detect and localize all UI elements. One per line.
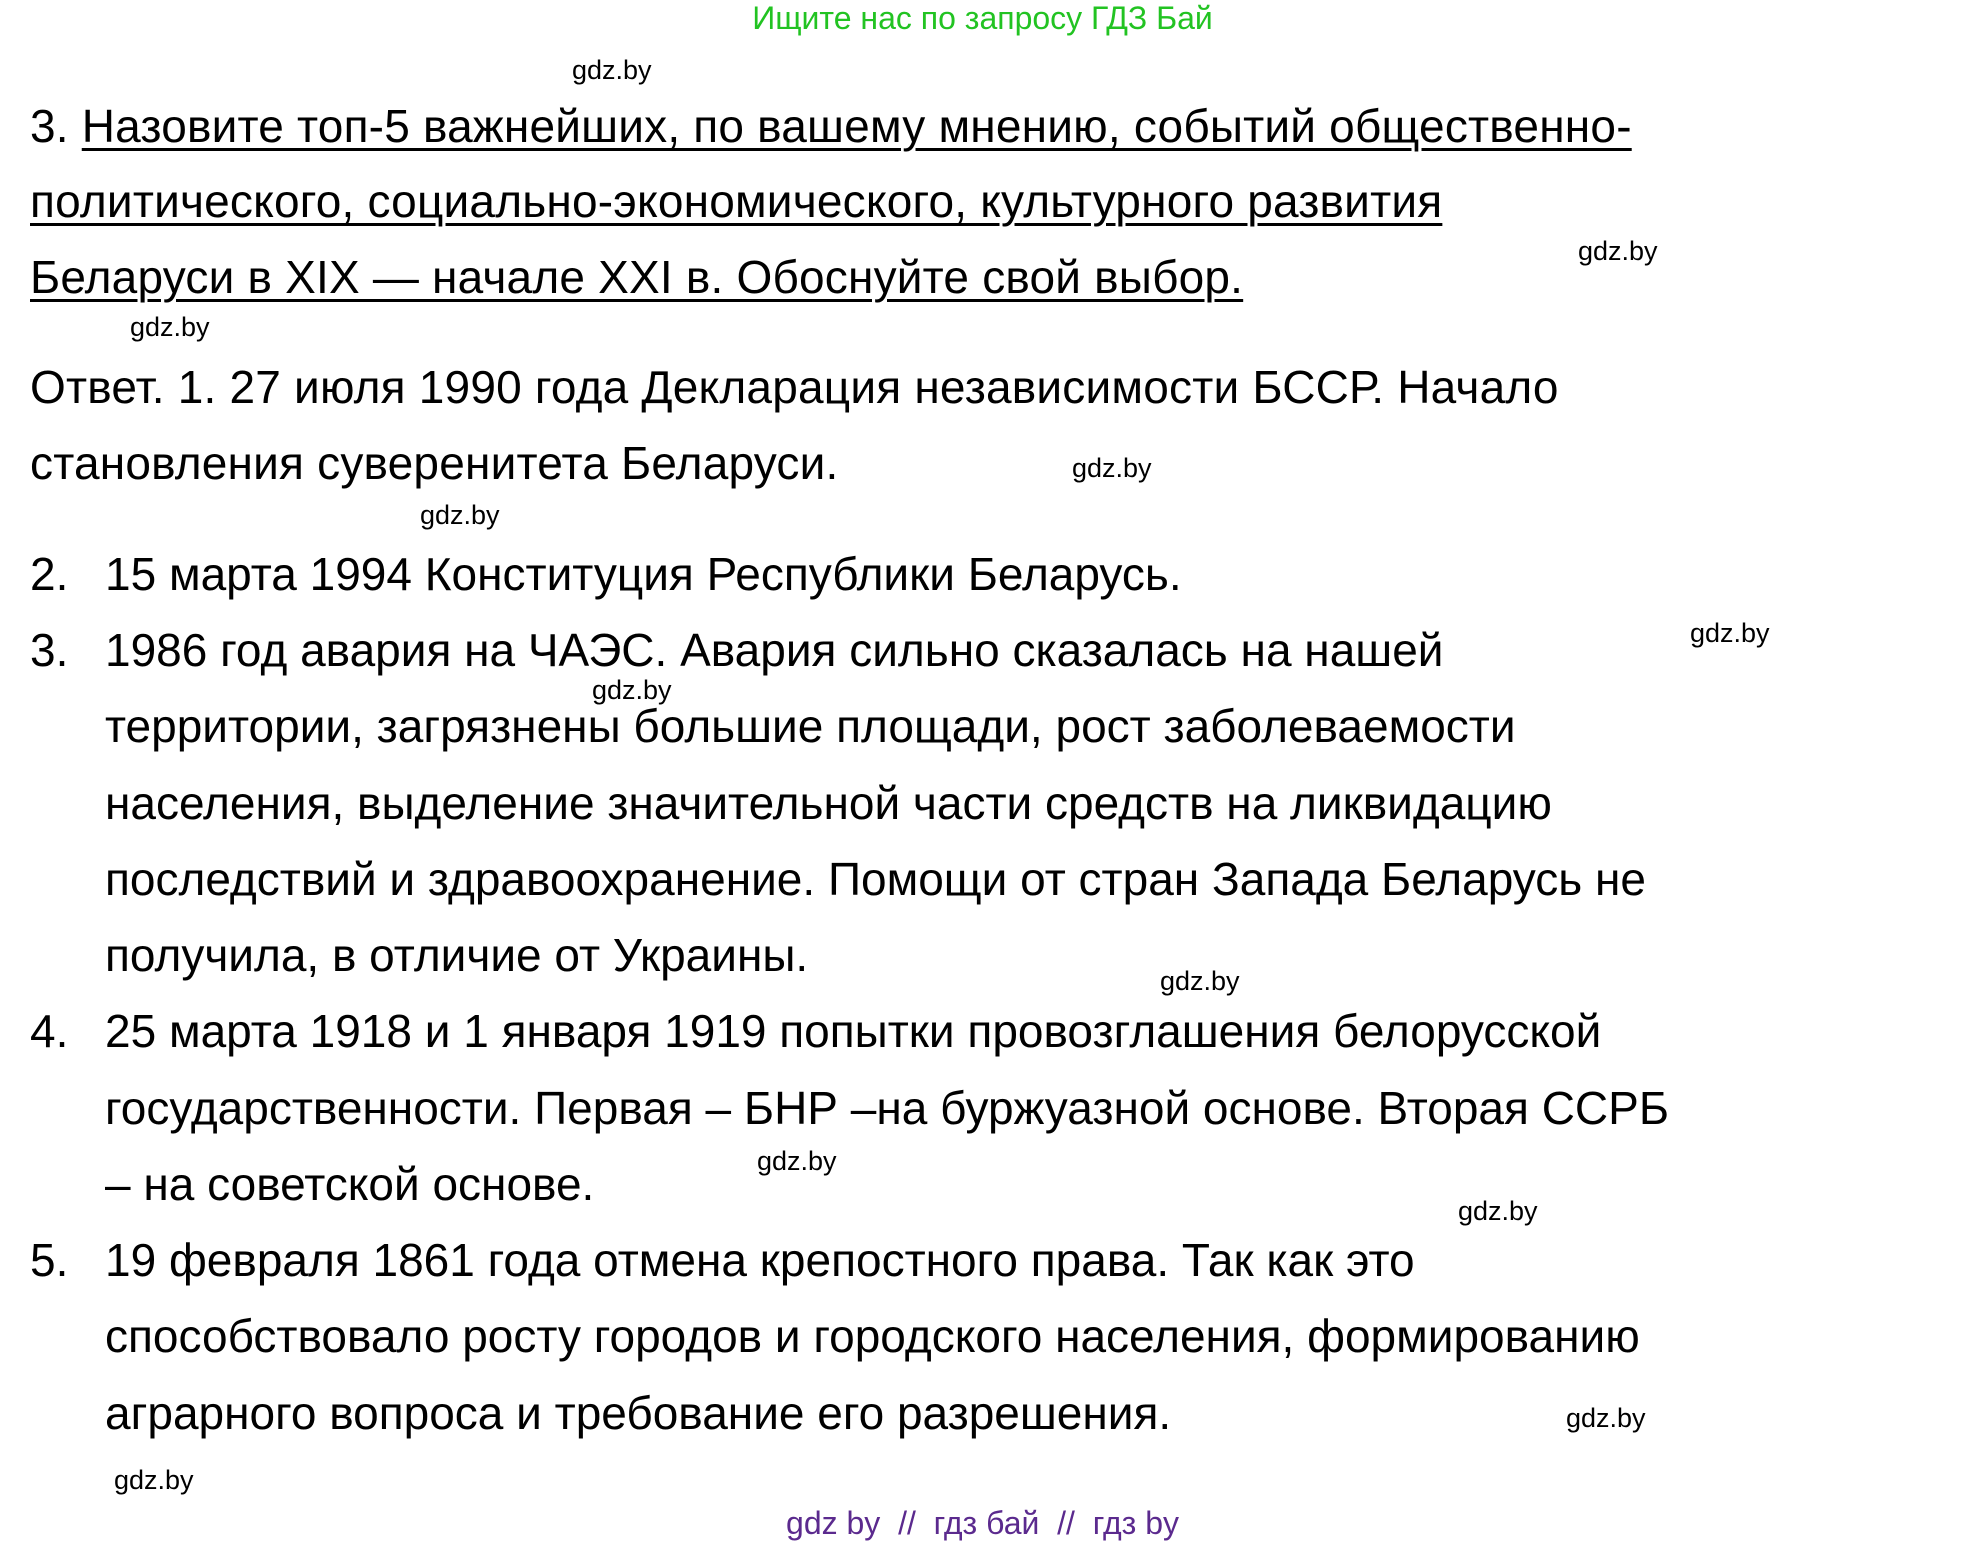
answer-intro-line-2: становления суверенитета Беларуси.	[30, 437, 839, 489]
item-text: 25 марта 1918 и 1 января 1919 попытки провозглашения белорусской	[105, 1005, 1602, 1057]
footer-links: gdz by // гдз бай // гдз by	[786, 1505, 1179, 1541]
watermark: gdz.by	[1160, 966, 1240, 996]
item-text: территории, загрязнены большие площади, рост заболеваемости	[105, 700, 1516, 752]
watermark: gdz.by	[592, 675, 672, 705]
watermark: gdz.by	[1578, 236, 1658, 266]
watermark: gdz.by	[757, 1146, 837, 1176]
item-number: 5.	[30, 1234, 69, 1286]
watermark: gdz.by	[1458, 1196, 1538, 1226]
item-text: населения, выделение значительной части средств на ликвидацию	[105, 777, 1552, 829]
item-text: государственности. Первая – БНР –на буржуазной основе. Вторая ССРБ	[105, 1082, 1669, 1134]
watermark: gdz.by	[1690, 618, 1770, 648]
item-text: получила, в отличие от Украины.	[105, 929, 809, 981]
item-number: 4.	[30, 1005, 69, 1057]
item-text: способствовало росту городов и городского населения, формированию	[105, 1310, 1640, 1362]
item-text: 15 марта 1994 Конституция Республики Беларусь.	[105, 548, 1182, 600]
item-number: 2.	[30, 548, 69, 600]
question-text: Назовите топ-5 важнейших, по вашему мнению, событий общественно-	[81, 100, 1632, 152]
item-text: последствий и здравоохранение. Помощи от стран Запада Беларусь не	[105, 853, 1646, 905]
question-line-1	[30, 98, 1632, 154]
item-number: 3.	[30, 624, 69, 676]
question-line-3: Беларуси в XIX — начале XXI в. Обоснуйте свой выбор.	[30, 251, 1244, 303]
top-banner: Ищите нас по запросу ГДЗ Бай	[752, 0, 1213, 36]
question-line-2: политического, социально-экономического, культурного развития	[30, 175, 1443, 227]
question-number: 3.	[30, 100, 69, 152]
item-text: аграрного вопроса и требование его разрешения.	[105, 1387, 1172, 1439]
watermark: gdz.by	[130, 312, 210, 342]
watermark: gdz.by	[1072, 453, 1152, 483]
watermark: gdz.by	[420, 500, 500, 530]
answer-intro-line-1: Ответ. 1. 27 июля 1990 года Декларация независимости БССР. Начало	[30, 361, 1559, 413]
item-text: 19 февраля 1861 года отмена крепостного права. Так как это	[105, 1234, 1415, 1286]
watermark: gdz.by	[572, 55, 652, 85]
item-text: – на советской основе.	[105, 1158, 595, 1210]
item-text: 1986 год авария на ЧАЭС. Авария сильно сказалась на нашей	[105, 624, 1444, 676]
watermark: gdz.by	[114, 1465, 194, 1495]
watermark: gdz.by	[1566, 1403, 1646, 1433]
